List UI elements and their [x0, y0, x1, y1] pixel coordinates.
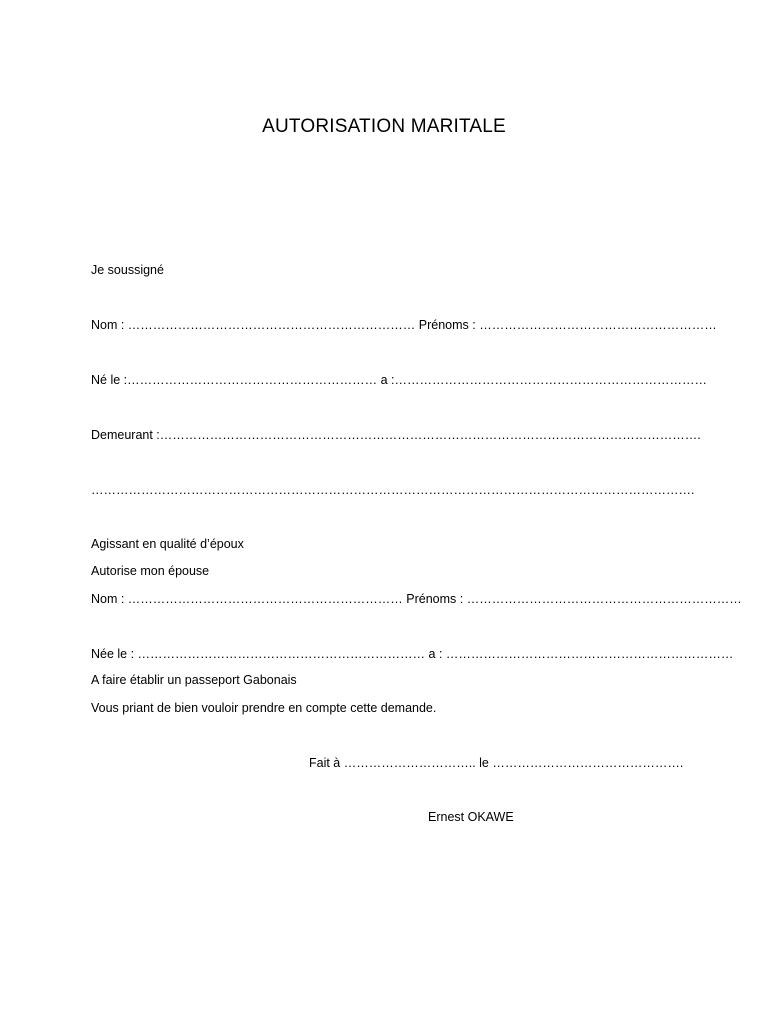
husband-name-line: Nom : …………………………………………………………… Prénoms : ………………………………………………… [91, 318, 717, 332]
document-title: AUTORISATION MARITALE [262, 116, 506, 137]
wife-birth-line: Née le : …………………………………………………………… a : …………………………………………………………… [91, 647, 734, 661]
passport-line: A faire établir un passeport Gabonais [91, 673, 297, 687]
wife-name-line: Nom : ………………………………………………………… Prénoms : ………………………………………………………… [91, 592, 742, 606]
address-line: Demeurant :…………………………………………………………………………………………………………………. [91, 428, 701, 442]
husband-birth-line: Né le :…………………………………………………… a :………………………………………………………………… [91, 373, 707, 387]
signatory-name: Ernest OKAWE [428, 810, 514, 824]
capacity-line: Agissant en qualité d’époux [91, 537, 244, 551]
soussigne-line: Je soussigné [91, 263, 164, 277]
authorize-line: Autorise mon épouse [91, 564, 210, 578]
request-line: Vous priant de bien vouloir prendre en compte cette demande. [91, 701, 437, 715]
address-continuation-line: ………………………………………………………………………………………………………………………………. [91, 483, 695, 497]
place-date-line: Fait à ………………………….. le ………………………………………. [309, 756, 684, 770]
